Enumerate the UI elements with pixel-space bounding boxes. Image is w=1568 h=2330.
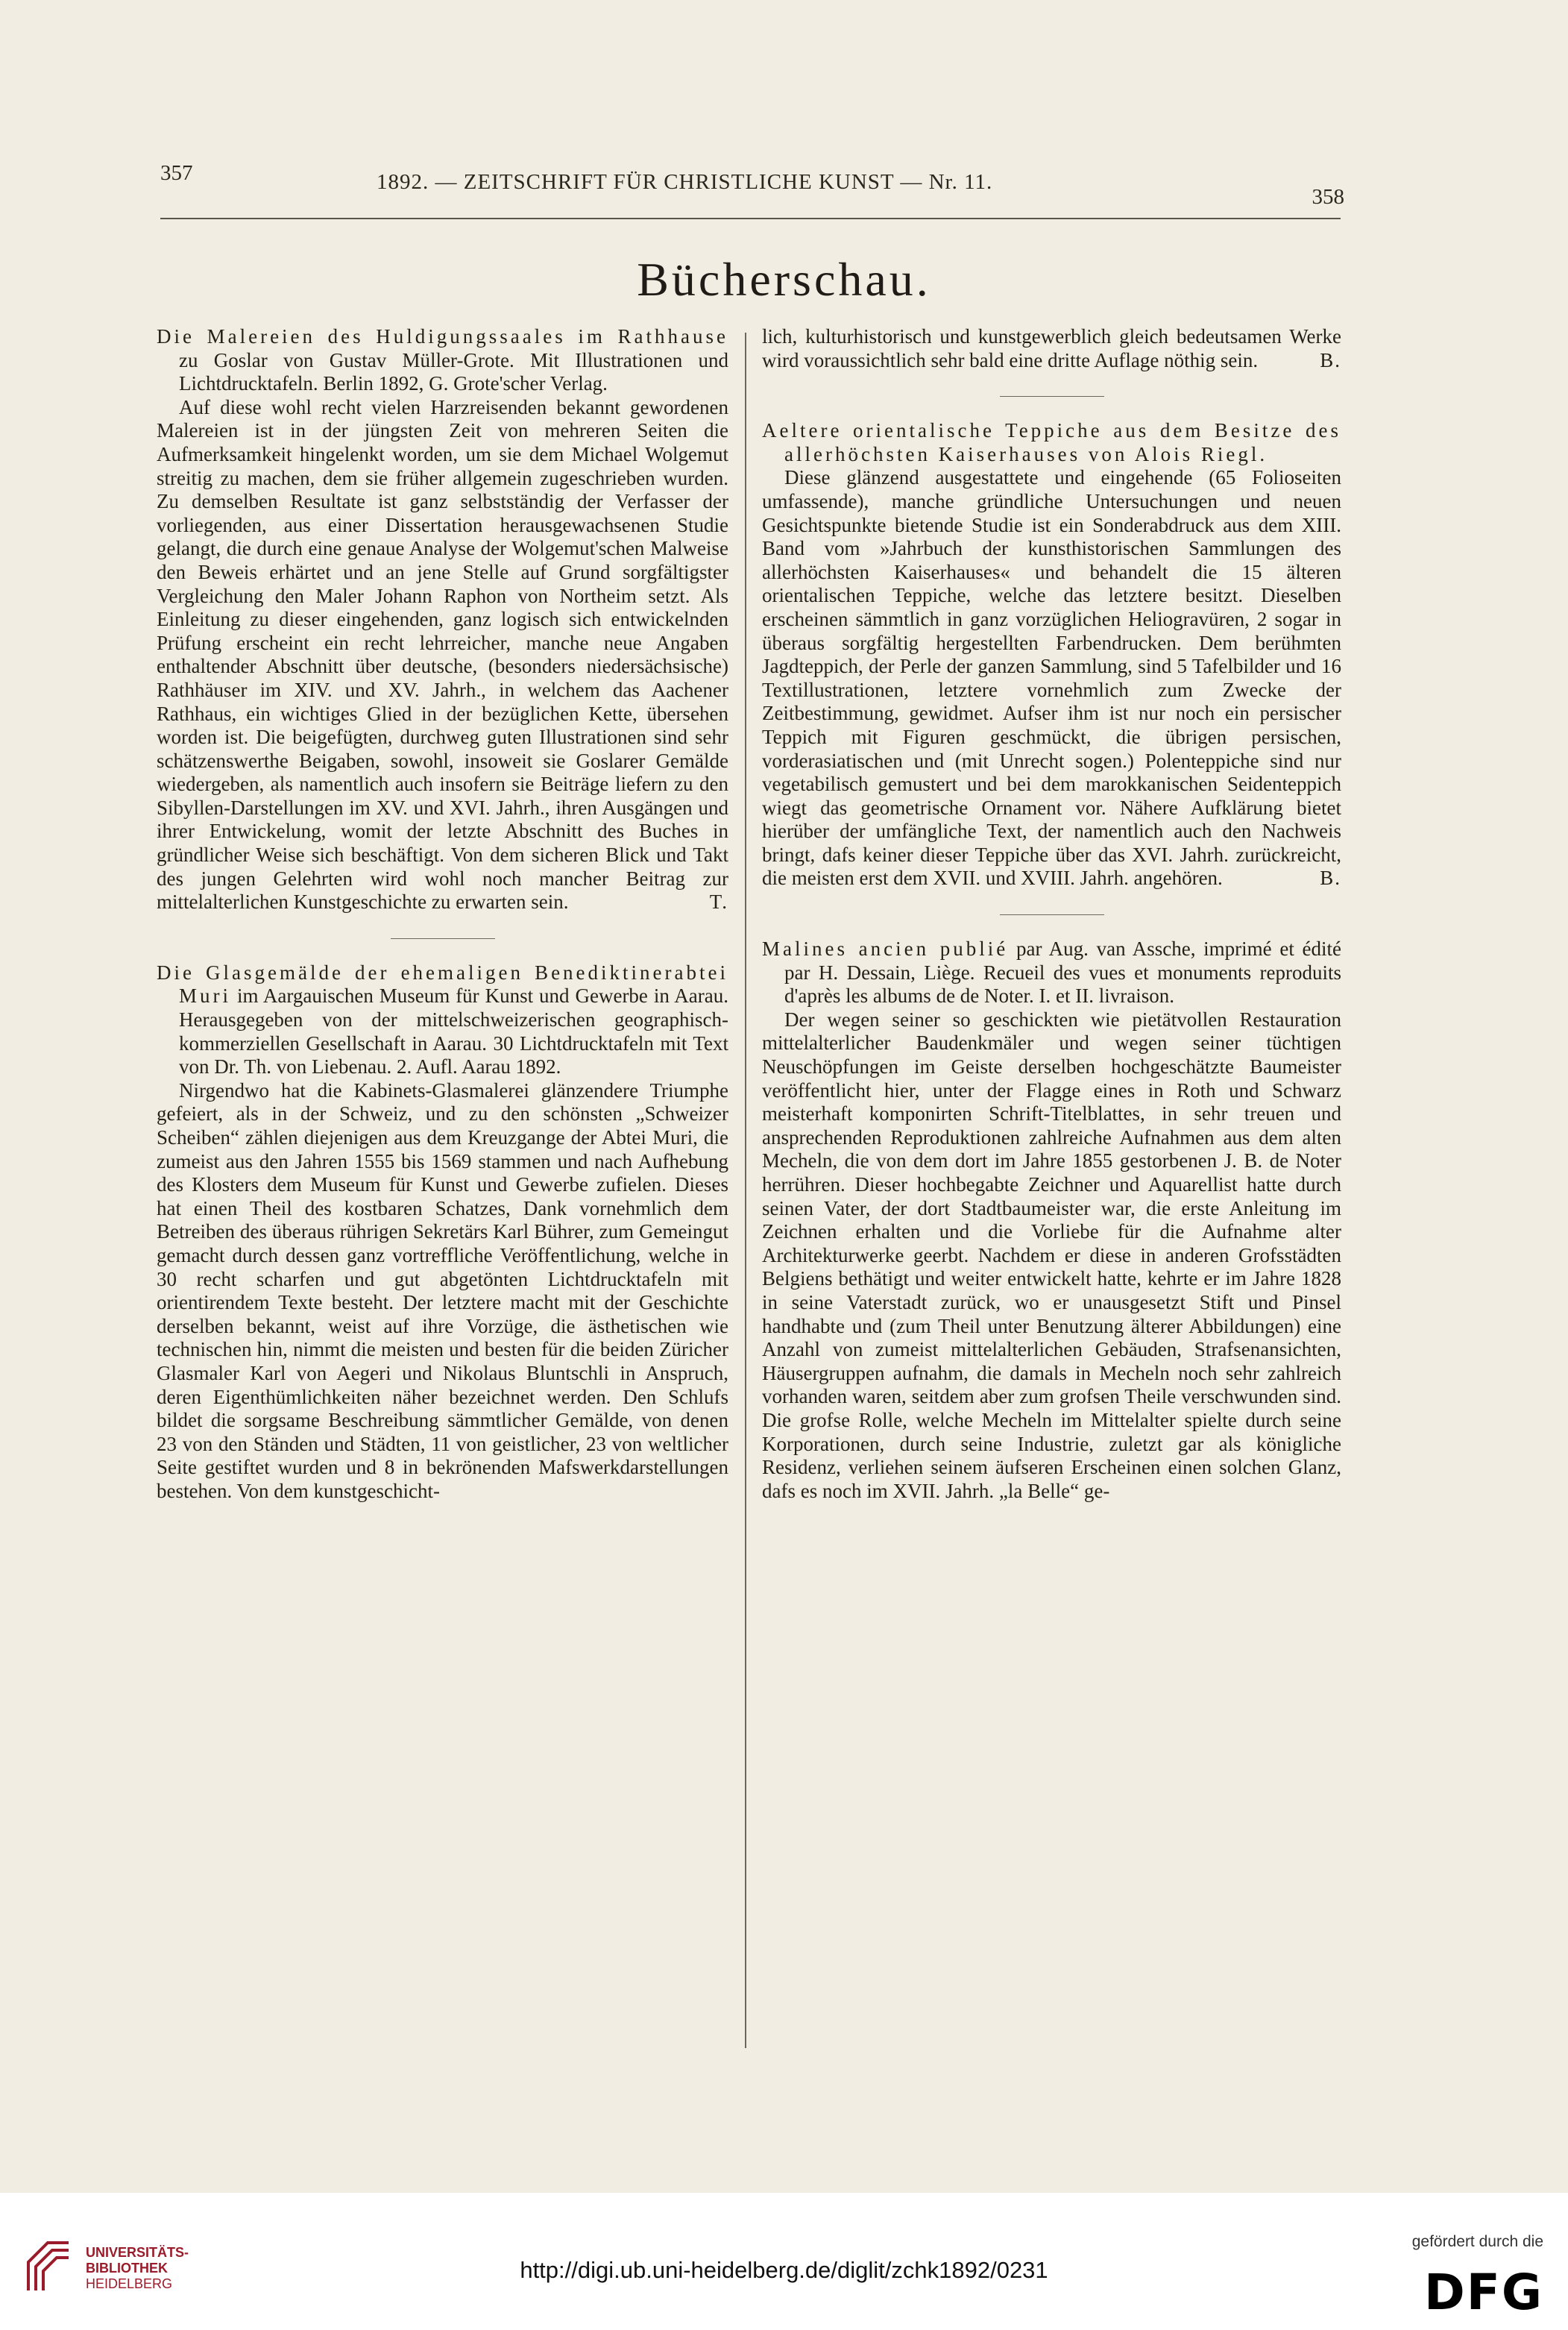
funding-note: gefördert durch die bbox=[1411, 2233, 1543, 2250]
review-continuation bbox=[762, 325, 1341, 372]
review-body bbox=[157, 1079, 728, 1504]
library-name: UNIVERSITÄTS- BIBLIOTHEK HEIDELBERG bbox=[86, 2245, 189, 2291]
review-title-spaced: Malines ancien publié bbox=[762, 938, 1009, 961]
review-signature: T. bbox=[709, 891, 728, 914]
dfg-logo: DFG bbox=[1423, 2264, 1543, 2321]
page-number-left: 357 bbox=[160, 161, 193, 185]
review-title-spaced: Die Malereien des Huldigungssaales im Rathhause bbox=[157, 325, 728, 348]
review-title bbox=[157, 961, 728, 1079]
column-divider bbox=[745, 333, 746, 2048]
review-title-spaced: Aeltere orientalische Teppiche aus dem Besitze des allerhöchsten Kaiserhauses von Alois Riegl. bbox=[762, 419, 1341, 465]
footer-bar bbox=[0, 2193, 1568, 2330]
review-body bbox=[762, 1008, 1341, 1503]
review-title bbox=[762, 419, 1341, 466]
running-header bbox=[160, 161, 1344, 209]
review-teppiche bbox=[762, 419, 1341, 891]
review-text: Diese glänzend ausgestattete und eingehende (65 Folioseiten umfassende), manche gründliche Untersuchungen und neuen Gesichtspunkte bietende Studie ist ein Sonderabdruck aus dem XIII. Band vom »Jahrbuch der kunsthistorischen Sammlungen des allerhöchsten Kaiserhauses« und behandelt die 15 älteren orientalischen Teppiche, welche das letztere besitzt. Dieselben erscheinen sämmtlich in ganz vorzüglichen Heliogravüren, 2 sogar in überaus sorgfältig hergestellten Farbendrucken. Dem berühmten Jagdteppich, der Perle der ganzen Sammlung, sind 5 Tafelbilder und 16 Textillustrationen, letztere vornehmlich zum Zwecke der Zeitbestimmung, gewidmet. Aufser ihm ist nur noch ein persischer Teppich mit Figuren geschmückt, die übrigen persischen, vorderasiatischen und (mit Unrecht sogen.) Polenteppiche sind nur vegetabilisch gemustert und bei dem marokkanischen Seidenteppich wiegt das geometrische Ornament vor. Nähere Aufklärung bietet hierüber der umfängliche Text, der namentlich auch den Nachweis bringt, dafs keiner dieser Teppiche über das XVI. Jahrh. zurückreicht, die meisten erst dem XVII. und XVIII. Jahrh. angehören. bbox=[762, 466, 1341, 890]
review-signature: B. bbox=[1320, 348, 1341, 371]
review-malines bbox=[762, 938, 1341, 1503]
continuation-text: lich, kulturhistorisch und kunstgewerblich gleich bedeutsamen Werke wird voraussichtlich sehr bald eine dritte Auflage nöthig sein. bbox=[762, 325, 1341, 371]
review-signature: B. bbox=[1320, 867, 1341, 890]
left-column bbox=[157, 325, 728, 1504]
review-title-rest: zu Goslar von Gustav Müller-Grote. Mit Illustrationen und Lichtdrucktafeln. Berlin 1892, G. Grote'scher Verlag. bbox=[179, 348, 728, 395]
permalink-url[interactable]: http://digi.ub.uni-heidelberg.de/diglit/zchk1892/0231 bbox=[520, 2257, 1048, 2283]
review-separator bbox=[391, 938, 495, 939]
review-text: Nirgendwo hat die Kabinets-Glasmalerei glänzendere Triumphe gefeiert, als in der Schweiz, und zu den schönsten „Schweizer Scheiben“ zählen diejenigen aus dem Kreuzgange der Abtei Muri, die zumeist aus den Jahren 1555 bis 1569 stammen und nach Aufhebung des Klosters dem Museum für Kunst und Gewerbe zufielen. Dieses hat einen Theil des kostbaren Schatzes, Dank vornehmlich dem Betreiben des überaus rührigen Sekretärs Karl Bührer, zum Gemeingut gemacht durch dessen ganz vortreffliche Veröffentlichung, welche in 30 recht scharfen und gut abgetönten Lichtdrucktafeln mit orientirendem Texte besteht. Der letztere macht mit der Geschichte derselben bekannt, weist auf ihre Vorzüge, die ästhetischen wie technischen hin, nimmt die meisten und besten für die beiden Züricher Glasmaler Karl von Aegeri und Nikolaus Bluntschli in Anspruch, deren Eigenthümlichkeiten näher bezeichnet werden. Den Schlufs bildet die sorgsame Beschreibung sämmtlicher Gemälde, von denen 23 von den Ständen und Städten, 11 von geistlicher, 23 von weltlicher Seite gestiftet wurden und 8 in bekrönenden Mafswerkdarstellungen bestehen. Von dem kunstgeschicht- bbox=[157, 1078, 728, 1502]
review-body bbox=[157, 396, 728, 914]
header-rule bbox=[160, 218, 1341, 219]
review-goslar bbox=[157, 325, 728, 914]
running-title: 1892. — ZEITSCHRIFT FÜR CHRISTLICHE KUNST — Nr. 11. bbox=[377, 170, 993, 194]
review-title-rest: par Aug. van Assche, imprimé et édité par H. Dessain, Liège. Recueil des vues et monuments reproduits d'après les albums de de Noter. I. et II. livraison. bbox=[784, 938, 1341, 1008]
review-muri bbox=[157, 961, 728, 1504]
review-text: Der wegen seiner so geschickten wie pietätvollen Restauration mittelalterlicher Baudenkmäler und wegen seiner tüchtigen Neuschöpfungen im Geiste derselben hochgeschätzte Baumeister veröffentlicht hier, unter der Flagge eines in Roth und Schwarz meisterhaft komponirten Schrift-Titelblattes, in sehr treuen und ansprechenden Reproduktionen zahlreiche Aufnahmen aus dem alten Mecheln, die von dem dort im Jahre 1855 gestorbenen J. B. de Noter herrühren. Dieser hochbegabte Zeichner und Aquarellist hatte durch seinen Vater, der dort Stadtbaumeister war, die erste Anleitung im Zeichnen erhalten und die Vorliebe für die Aufnahme alter Architekturwerke geerbt. Nachdem er diese in anderen Grofsstädten Belgiens bethätigt und weiter entwickelt hatte, kehrte er im Jahre 1828 in seine Vaterstadt zurück, wo er unausgesetzt Stift und Pinsel handhabte und (zum Theil unter Benutzung älterer Abbildungen) eine Anzahl von zumeist mittelalterlichen Gebäuden, Strafsenansichten, Häusergruppen aufnahm, die damals in Mecheln noch sehr zahlreich vorhanden waren, seitdem aber zum grofsen Theile verschwunden sind. Die grofse Rolle, welche Mecheln im Mittelalter spielte durch seine Korporationen, durch seine Industrie, zuletzt gar als königliche Residenz, verliehen seinem äufseren Erscheinen einen solchen Glanz, dafs es noch im XVII. Jahrh. „la Belle“ ge- bbox=[762, 1008, 1341, 1502]
review-separator bbox=[1000, 914, 1104, 915]
review-title bbox=[762, 938, 1341, 1008]
right-column bbox=[762, 325, 1341, 1503]
review-separator bbox=[1000, 396, 1104, 397]
review-title-rest: im Aargauischen Museum für Kunst und Gewerbe in Aarau. Herausgegeben von der mittelschweizerischen geographisch-kommerziellen Gesellschaft in Aarau. 30 Lichtdrucktafeln mit Text von Dr. Th. von Liebenau. 2. Aufl. Aarau 1892. bbox=[179, 985, 729, 1078]
review-title-spaced: Die Glasgemälde der ehemaligen Benediktinerabtei Muri bbox=[157, 961, 728, 1008]
review-body bbox=[762, 466, 1341, 891]
page-title: Bücherschau. bbox=[637, 253, 931, 306]
review-title bbox=[157, 325, 728, 396]
page-number-right: 358 bbox=[1312, 185, 1344, 209]
review-text: Auf diese wohl recht vielen Harzreisenden bekannt gewordenen Malereien ist in der jüngsten Zeit von mehreren Seiten die Aufmerksamkeit hingelenkt worden, um sie dem Michael Wolgemut streitig zu machen, dem sie früher allgemein zugeschrieben wurden. Zu demselben Resultate ist ganz selbstständig der Verfasser der vorliegenden, aus einer Dissertation herausgewachsenen Studie gelangt, die durch eine genaue Analyse der Wolgemut'schen Malweise den Beweis erhärtet und an jene Stelle auf Grund sorgfältigster Vergleichung den Maler Johann Raphon von Northeim setzt. Als Einleitung zu dieser eingehenden, ganz logisch sich entwickelnden Prüfung erscheint ein recht lehrreicher, manche neue Angaben enthaltender Abschnitt über deutsche, (besonders niedersächsische) Rathhäuser im XIV. und XV. Jahrh., in welchem das Aachener Rathhaus, ein wichtiges Glied in der bezüglichen Kette, übersehen worden ist. Die beigefügten, durchweg guten Illustrationen sind sehr schätzenswerthe Beigaben, sowohl, insoweit sie Goslarer Gemälde wiedergeben, als namentlich auch insofern sie Beiträge liefern zu den Sibyllen-Darstellungen im XV. und XVI. Jahrh., ihren Ausgängen und ihrer Entwickelung, womit der letzte Abschnitt des Buches in gründlicher Weise sich beschäftigt. Von dem sicheren Blick und Takt des jungen Gelehrten wird wohl noch mancher Beitrag zur mittelalterlichen Kunstgeschichte zu erwarten sein. bbox=[157, 395, 728, 914]
